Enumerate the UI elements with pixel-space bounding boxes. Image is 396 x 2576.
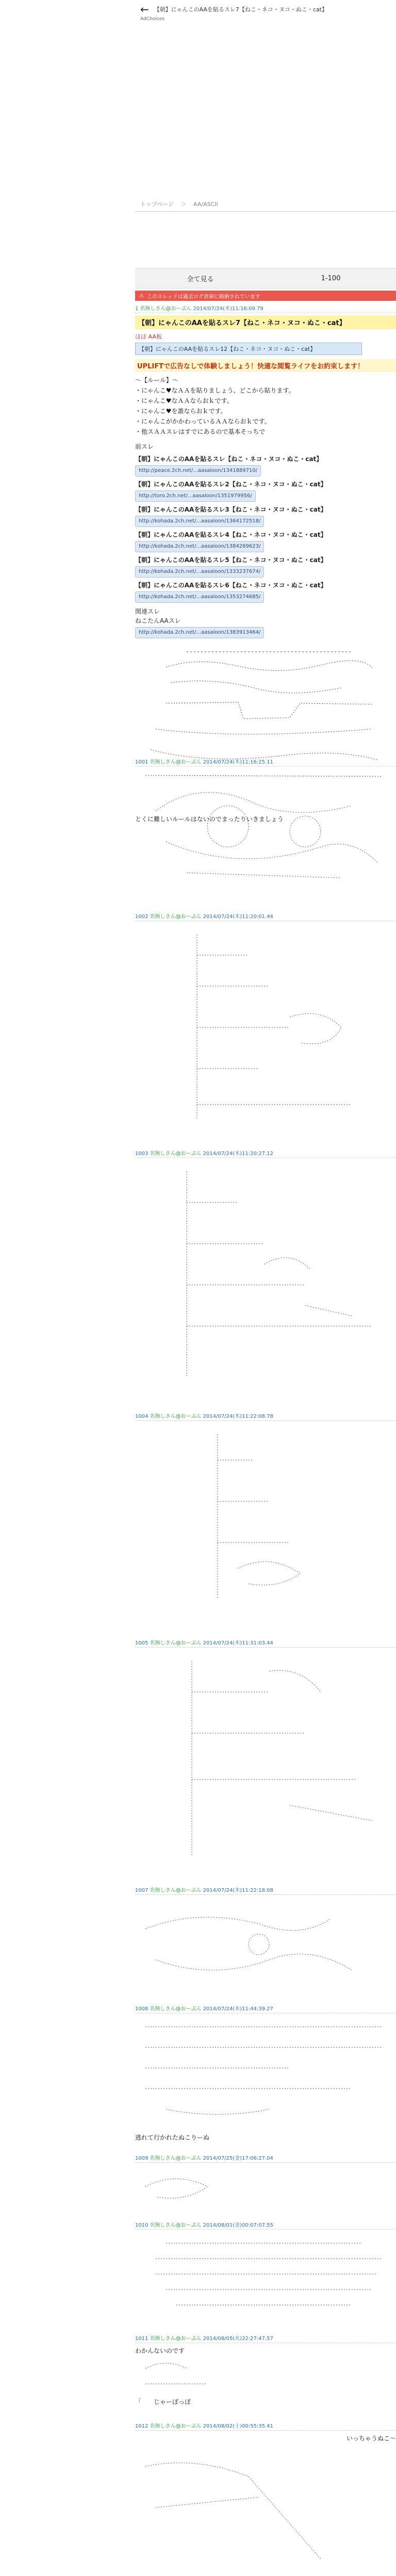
prev-label: 前スレ [135,443,154,450]
ascii-art-drawing [135,1424,393,1609]
rules-block [135,375,396,437]
related-thread-link[interactable]: http://kohada.2ch.net/...aasaloon/1383913464/ [135,627,264,638]
ascii-art-cat [135,1424,396,1609]
post-date: 2014/08/01(金)00:07:07.55 [203,2223,273,2228]
ascii-art-drawing [135,2016,393,2130]
ascii-art-drawing [135,2166,393,2212]
rule-line: ・にゃんこ♥なＡＡを貼りましょう、どこから貼ります。 [135,387,295,394]
op-title: 【朝】にゃんこのAAを貼るスレ7【ねこ・ネコ・ヌコ・ぬこ・cat】 [135,315,396,329]
post-header [135,2154,396,2163]
op-caption: とくに難しいルールはないのでまったりいきましょう [135,816,284,823]
post-number[interactable]: 1001 [135,759,148,765]
post-header [135,1149,396,1158]
post-date: 2014/07/24(木)11:44:39.27 [203,2006,273,2012]
prev-thread-title: 【朝】にゃんこのAAを貼るスレ6【ねこ・ネコ・ヌコ・ぬこ・cat】 [135,582,327,589]
top-ad-area [0,0,396,268]
post [135,1886,396,1996]
post-header [135,304,396,313]
post-number[interactable]: 1008 [135,2006,148,2012]
post [135,2334,396,2406]
ascii-art-drawing [135,2446,393,2569]
post-author[interactable]: 名無しさん@おーぷん [150,914,202,920]
post [135,2004,396,2142]
ascii-art-cat [135,924,396,1130]
post-header [135,2421,396,2431]
post-author[interactable]: 名無しさん@おーぷん [150,2336,202,2342]
rule-line: ・にゃんこ♥を誰ならおｋです。 [135,408,227,415]
post [135,1412,396,1609]
prev-thread-title: 【朝】にゃんこのAAを貼るスレ4【ねこ・ネコ・ヌコ・ぬこ・cat】 [135,531,327,538]
post-header [135,2221,396,2230]
prev-thread-list [135,442,396,638]
opening-post [135,304,396,823]
ascii-art-cat [135,2358,396,2394]
breadcrumb-separator: ＞ [180,201,187,208]
ascii-art-cat [135,2233,396,2326]
breadcrumb [140,200,223,208]
range-button[interactable]: 1-100 [321,274,341,282]
rule-line: ・にゃんこがかかわっているＡＡならおｋです。 [135,418,271,425]
op-subtitle: ほぼ AA板 [135,333,162,340]
ascii-art-cat [135,1651,396,1867]
prev-thread-link[interactable]: http://kohada.2ch.net/...aasaloon/1384269623/ [135,541,264,552]
ascii-art-cat [135,2446,396,2569]
post-header [135,1412,396,1421]
post-header [135,2004,396,2013]
post-number[interactable]: 1003 [135,1151,148,1157]
post-date: 2014/08/02(土)00:55:35.41 [203,2424,273,2429]
post-aa-line: 「 じゃーぽっぽ [135,2398,191,2405]
post-date: 2014/07/24(木)11:16:25.11 [203,759,273,765]
range-bar [135,268,396,289]
post-header [135,1886,396,1895]
post-number[interactable]: 1002 [135,914,148,920]
post-number[interactable]: 1004 [135,1414,148,1419]
post-date: 2014/07/25(金)17:06:27.04 [203,2156,273,2161]
prev-thread-title: 【朝】にゃんこのAAを貼るスレ3【ねこ・ネコ・ヌコ・ぬこ・cat】 [135,506,327,513]
post [135,1149,396,1388]
ad-choices-label[interactable]: AdChoices [140,16,164,22]
divider [135,211,396,212]
post-number[interactable]: 1011 [135,2336,148,2342]
ascii-art-drawing [135,1161,393,1388]
prev-thread-link[interactable]: http://peace.2ch.net/...aasaloon/1341889710/ [135,465,261,477]
post-date: 2014/07/24(木)11:20:27.12 [203,1151,273,1157]
back-arrow-icon[interactable]: ← [140,3,149,15]
post [135,2421,396,2569]
post-caption: 逃れて行かれたぬこりーぬ [135,2134,210,2141]
post [135,912,396,1130]
thread-title: 【朝】にゃんこのAAを貼るスレ7【ねこ・ネコ・ヌコ・ぬこ・cat】 [154,6,327,13]
post-author[interactable]: 名無しさん@おーぷん [150,2156,202,2161]
post-number[interactable]: 1005 [135,1640,148,1646]
post-date: 2014/07/24(木)11:20:01.44 [203,914,273,920]
prev-thread-link[interactable]: http://kohada.2ch.net/...aasaloon/1364172518/ [135,516,264,527]
post-number[interactable]: 1007 [135,1888,148,1893]
warning-icon: ⚠ [139,293,144,299]
uplift-banner[interactable]: UPLIFTで広告なしで体験しましょう！快適な閲覧ライフをお約束します！ [135,359,396,372]
rule-line: ～【ルール】～ [135,377,178,384]
prev-thread-title: 【朝】にゃんこのAAを貼るスレ2【ねこ・ネコ・ヌコ・ぬこ・cat】 [135,481,327,488]
related-label: 関連スレ [135,608,160,615]
ascii-art-cat [135,2166,396,2212]
ascii-art-cat [135,1161,396,1388]
ascii-art-cat [135,1898,396,1996]
ascii-art-cat [135,770,396,899]
post-author[interactable]: 名無しさん@おーぷん [150,2223,202,2228]
rule-line: ・にゃんこ♥なＡＡならおｋです。 [135,397,233,404]
post-date: 2014/07/24(木)11:22:18.08 [203,1888,273,1893]
post-header [135,1638,396,1648]
post-date: 2014/07/24(木)11:31:03.44 [203,1640,273,1646]
post [135,2154,396,2212]
prev-thread-title: 【朝】にゃんこのAAを貼るスレ5【ねこ・ネコ・ヌコ・ぬこ・cat】 [135,556,327,564]
ascii-art-cat [135,2016,396,2130]
prev-thread-title: 【朝】にゃんこのAAを貼るスレ【ねこ・ネコ・ヌコ・ぬこ・cat】 [135,455,323,463]
related-thread-title: ねこたんAAスレ [135,617,181,624]
post [135,1638,396,1867]
post-author[interactable]: 1 名無しさん@おーぷん [135,306,192,312]
thread-header [140,4,393,14]
archive-notice [135,291,396,301]
show-all-button[interactable]: 全て見る [187,275,214,283]
post-author[interactable]: 名無しさん@おーぷん [150,2424,202,2429]
post-number[interactable]: 1012 [135,2424,148,2429]
rule-line: ・他スＡＡスレはすでにあるので基本そっちで [135,428,266,435]
post-header [135,757,396,767]
archive-notice-text: このスレッドは過去ログ倉庫に格納されています [146,294,260,300]
post-date: 2014/08/05(火)22:27:47.57 [203,2336,273,2342]
prev-thread-link[interactable]: http://toro.2ch.net/...aasaloon/1351979956/ [135,490,256,502]
breadcrumb-home[interactable]: トップページ [140,201,174,208]
ascii-art-drawing [135,1651,393,1867]
post [135,2221,396,2326]
post-author[interactable]: 名無しさん@おーぷん [150,1640,202,1646]
post-caption: いっちゃうぬこ～ [346,2435,396,2442]
prev-thread-link[interactable]: http://kohada.2ch.net/...aasaloon/1353274685/ [135,591,264,603]
post-author[interactable]: 名無しさん@おーぷん [150,759,202,765]
post-author[interactable]: 名無しさん@おーぷん [150,1151,202,1157]
prev-thread-link[interactable]: http://kohada.2ch.net/...aasaloon/1333237674/ [135,566,264,578]
ascii-art-drawing [135,1898,393,1996]
post-number[interactable]: 1009 [135,2156,148,2161]
post-date: 2014/07/24(木)11:22:08.78 [203,1414,273,1419]
ascii-art-drawing [135,2233,393,2326]
post-caption: わかんないのです [135,2347,185,2354]
breadcrumb-board[interactable]: AA/ASCII [193,201,218,208]
post [135,757,396,899]
ascii-art-drawing [135,770,393,899]
post-author[interactable]: 名無しさん@おーぷん [150,2006,202,2012]
post-number[interactable]: 1010 [135,2223,148,2228]
op-thread-box[interactable]: 【朝】にゃんこのAAを貼るスレ12【ねこ・ネコ・ヌコ・ぬこ・cat】 [135,343,362,355]
post-date: 2014/07/24(木)11:16:09.79 [193,306,263,312]
ascii-art-drawing [135,924,393,1130]
post-header [135,2334,396,2343]
post-header [135,912,396,921]
post-author[interactable]: 名無しさん@おーぷん [150,1414,202,1419]
post-author[interactable]: 名無しさん@おーぷん [150,1888,202,1893]
ascii-art-drawing [135,2358,393,2394]
